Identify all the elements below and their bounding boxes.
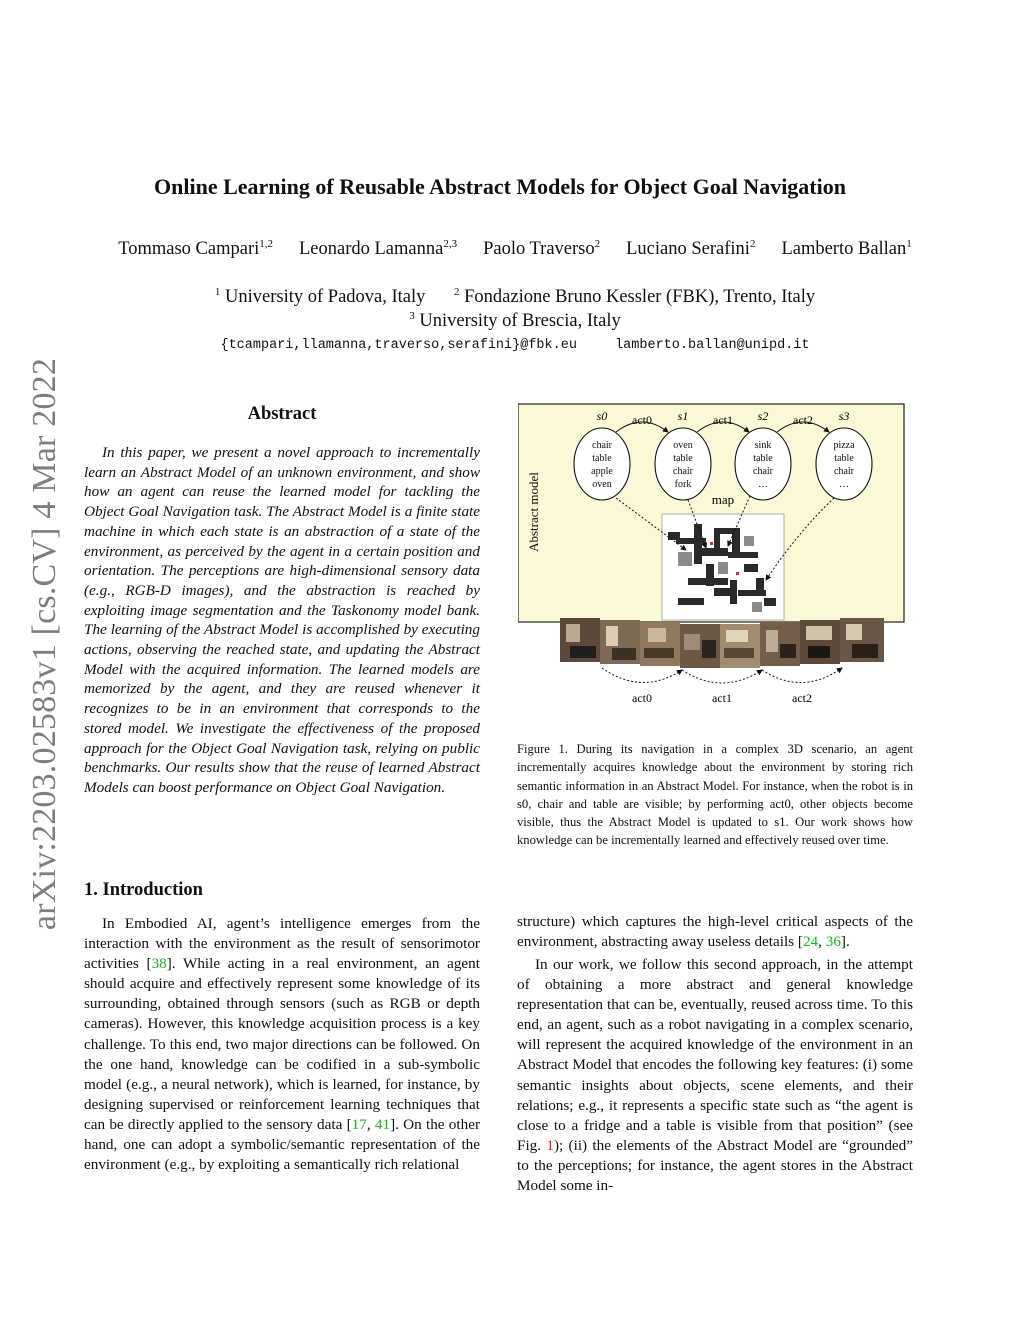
action-label-top: act1 xyxy=(713,413,733,427)
map-label: map xyxy=(711,492,735,507)
author: Paolo Traverso$^2$ xyxy=(483,238,601,260)
state-object: table xyxy=(753,453,773,464)
state-object: pizza xyxy=(833,440,855,451)
state-object: sink xyxy=(754,440,772,451)
state-object: chair xyxy=(753,466,773,477)
transition-arrow xyxy=(762,668,842,683)
y-axis-label: Abstract model xyxy=(526,472,541,552)
intro-paragraph-2: In our work, we follow this second approach, in the attempt of obtaining a more abstract and general knowledge representation that can be, eventually, reused across time. To this end, an agent, such as a robot navigating in a complex scenario, will represent the acquired knowledge of the environment in an Abstract Model that encodes the following key features: (i) some semantic insights about objects, scene elements, and their relations; e.g., it represents a specific state such as “the agent is close to a fridge and a table is visible from that position” (see Fig. 1); (ii) the elements of the Abstract Model are “grounded” to the perceptions; for instance, the agent stores in the Abstract Model some in- xyxy=(517,956,913,1195)
figure-abstract-model xyxy=(518,402,906,668)
state-label-s0: s0 xyxy=(596,409,608,423)
state-object: chair xyxy=(673,466,693,477)
state-label-s1: s1 xyxy=(677,409,689,423)
citation-link[interactable]: 36 xyxy=(825,933,841,951)
abstract-heading: Abstract xyxy=(247,404,317,424)
author: Luciano Serafini$^2$ xyxy=(626,238,756,260)
paper-title: Online Learning of Reusable Abstract Models for Object Goal Navigation xyxy=(154,174,846,199)
abstract-text: In this paper, we present a novel approach to incrementally learn an Abstract Model of an unknown environment, and show how an agent can reuse the learned model for tackling the Object Goal Navigation task. The Abstract Model is a finite state machine in which each state is an abstraction of a state of the environment, as perceived by the agent in a certain position and orientation. The perceptions are high-dimensional sensory data (e.g., RGB-D images), and the abstraction is reached by exploiting image segmentation and the Taskonomy model bank. The learning of the Abstract Model is accomplished by executing actions, observing the reached state, and updating the Abstract Model with the acquired information. The learned models are memorized by the agent, and they are reused whenever it recognizes to be in an environment that corresponds to the stored model. We investigate the effectiveness of the proposed approach for the Object Goal Navigation task, relying on public benchmarks. Our results show that the reuse of learned Abstract Models can boost performance on Object Goal Navigation. xyxy=(84,444,480,796)
observation-image-strip xyxy=(560,618,884,668)
action-label-top: act0 xyxy=(632,413,652,427)
action-label-top: act2 xyxy=(793,413,813,427)
bottom-action-transitions xyxy=(518,666,906,710)
affiliations-line-1 xyxy=(60,286,970,308)
figure-caption: Figure 1. During its navigation in a complex 3D scenario, an agent incrementally acquires knowledge about the environment by storing rich semantic information in an Abstract Model. For instance, when the robot is in s0, chair and table are visible; by performing act0, other objects become visible, thus the Abstract Model is updated to s1. Our work shows how knowledge can be incrementally learned and effectively reused over time. xyxy=(517,742,913,848)
citation-link[interactable]: 41 xyxy=(374,1115,391,1133)
state-object: chair xyxy=(834,466,854,477)
state-object: oven xyxy=(673,440,693,451)
figure-reference-link[interactable]: 1 xyxy=(546,1136,554,1154)
author-emails xyxy=(60,338,970,353)
affiliation: $^3$ University of Brescia, Italy xyxy=(409,310,621,332)
action-label-bottom: act1 xyxy=(712,691,732,705)
citation-link[interactable]: 38 xyxy=(151,955,167,973)
email: lamberto.ballan@unipd.it xyxy=(615,338,810,353)
section-heading-introduction: 1. Introduction xyxy=(84,880,203,900)
citation-link[interactable]: 24 xyxy=(802,933,819,951)
state-object: … xyxy=(839,479,849,490)
affiliation: $^2$ Fondazione Bruno Kessler (FBK), Trento, Italy xyxy=(454,286,816,308)
state-object: … xyxy=(758,479,768,490)
intro-paragraph-1: In Embodied AI, agent’s intelligence emerges from the interaction with the environment as the result of sensorimotor activities [38]. While acting in a real environment, an agent should acquire and effectively represent some knowledge of its surrounding, obtained through sensors (such as RGB or depth cameras). However, this knowledge acquisition process is a key challenge. To this end, two major directions can be followed. On the one hand, knowledge can be codified in a sub-symbolic model (e.g., a neural network), which is learned, for instance, by designing supervised or reinforcement learning techniques that can be directly applied to the sensory data [17, 41]. On the other hand, one can adopt a symbolic/semantic representation of the environment (e.g., by exploiting a semantically rich relational xyxy=(84,915,481,1174)
state-label-s3: s3 xyxy=(838,409,850,423)
action-label-bottom: act2 xyxy=(792,691,812,705)
state-object: table xyxy=(592,453,612,464)
state-label-s2: s2 xyxy=(757,409,769,423)
transition-arrow xyxy=(682,670,762,683)
transition-arrow xyxy=(602,668,682,683)
citation-link[interactable]: 17 xyxy=(351,1115,367,1133)
state-object: table xyxy=(834,453,854,464)
email: {tcampari,llamanna,traverso,serafini}@fbk.eu xyxy=(220,338,577,353)
intro-paragraph-1-continued: structure) which captures the high-level critical aspects of the environment, abstracting away useless details [24, 36]. xyxy=(517,913,913,951)
arxiv-identifier: arXiv:2203.02583v1 [cs.CV] 4 Mar 2022 xyxy=(26,357,63,931)
affiliations-line-2 xyxy=(60,310,970,332)
state-object: apple xyxy=(591,466,613,477)
state-object: oven xyxy=(592,479,612,490)
state-object: table xyxy=(673,453,693,464)
author: Lamberto Ballan$^1$ xyxy=(781,238,912,260)
state-object: chair xyxy=(592,440,612,451)
author: Tommaso Campari$^{1,2}$ xyxy=(118,238,273,260)
author-list xyxy=(60,238,970,260)
action-label-bottom: act0 xyxy=(632,691,652,705)
affiliation: $^1$ University of Padova, Italy xyxy=(214,286,426,308)
author: Leonardo Lamanna$^{2,3}$ xyxy=(299,238,458,260)
state-object: fork xyxy=(674,479,692,490)
